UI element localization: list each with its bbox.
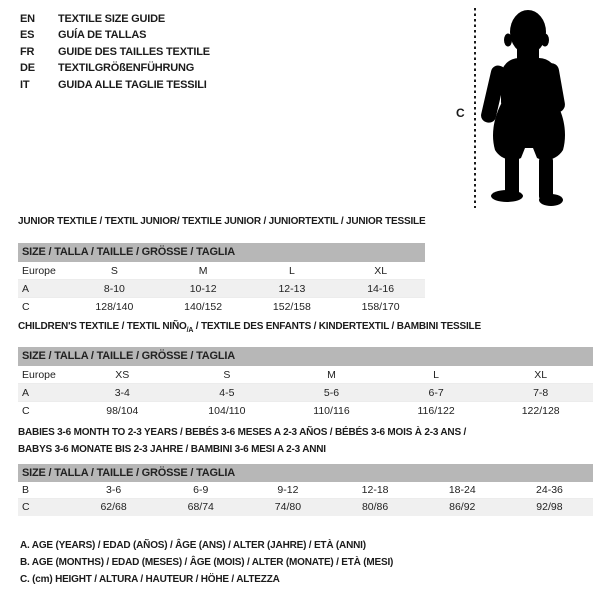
junior-table-title: JUNIOR TEXTILE / TEXTIL JUNIOR/ TEXTILE JUNIOR / JUNIORTEXTIL / JUNIOR TESSILE [18,216,426,227]
row-label: Europe [22,265,56,277]
table-cell: 4-5 [219,387,235,399]
table-cell: S [110,265,118,277]
row-label: C [22,301,30,313]
table-cell: 18-24 [448,484,476,496]
language-code: ES [20,29,35,42]
table-row [18,384,593,402]
table-cell: 5-6 [323,387,340,399]
table-row [18,482,593,499]
table-row [18,402,593,420]
guide-title: GUIDA ALLE TAGLIE TESSILI [58,78,207,91]
size-header-band: SIZE / TALLA / TAILLE / GRÖSSE / TAGLIA [18,243,425,262]
table-cell: 80/86 [361,501,389,513]
language-code: IT [20,78,30,91]
table-cell: 122/128 [521,405,560,417]
table-cell: 10-12 [189,283,217,295]
table-cell: 24-36 [536,484,563,496]
guide-title: GUIDE DES TAILLES TEXTILE [58,45,210,58]
table-row [18,280,425,298]
table-cell: 92/98 [536,501,563,513]
table-cell: 86/92 [449,501,476,513]
table-cell: 116/122 [417,405,455,417]
language-title-list [20,11,210,93]
measure-label-c: C [456,106,465,120]
table-cell: XS [115,369,130,381]
table-cell: 152/158 [272,301,311,313]
table-cell: 68/74 [187,501,214,513]
table-cell: 7-8 [533,387,549,399]
table-cell: 12-13 [278,283,306,295]
language-row [20,44,210,60]
babies-table-title [18,424,593,458]
row-label: C [22,501,30,513]
row-label: A [22,283,30,295]
language-row [20,27,210,43]
babies-size-table [18,424,593,516]
table-cell: 14-16 [367,283,395,295]
row-label: C [22,405,30,417]
junior-size-table [18,215,425,316]
table-cell: 104/110 [208,405,246,417]
height-measure-dashed-line [474,8,476,208]
table-row [18,499,593,516]
table-row [18,366,593,384]
table-cell: S [223,369,231,381]
title-subscript: /A [186,327,194,334]
table-row [18,298,425,316]
language-code: EN [20,13,35,25]
guide-title: TEXTILGRÖßENFÜHRUNG [58,62,195,75]
table-cell: M [198,265,208,277]
footnote-c: C. (cm) HEIGHT / ALTURA / HAUTEUR / HÖHE / ALTEZZA [20,574,280,586]
language-row [20,11,210,27]
table-cell: 62/68 [100,501,127,513]
table-cell: 9-12 [277,484,299,496]
title-text: / TEXTILE DES ENFANTS / KINDERTEXTIL / BAMBINI TESSILE [193,321,481,332]
table-cell: 140/152 [184,301,223,313]
table-cell: M [327,369,336,381]
guide-title: GUÍA DE TALLAS [58,29,147,42]
table-cell: 98/104 [106,405,139,417]
table-cell: 110/116 [313,405,350,417]
table-cell: 6-7 [428,387,444,399]
children-size-table [18,320,593,420]
row-label: B [22,484,30,496]
footnote-b: B. AGE (MONTHS) / EDAD (MESES) / ÂGE (MOIS) / ALTER (MONATE) / ETÀ (MESI) [20,557,394,569]
title-text: CHILDREN'S TEXTILE / TEXTIL NIÑO [18,321,187,332]
row-label: Europe [22,369,56,381]
footnote-a: A. AGE (YEARS) / EDAD (AÑOS) / ÂGE (ANS) / ALTER (JAHRE) / ETÀ (ANNI) [20,540,366,551]
table-cell: 158/170 [361,301,400,313]
children-table-title [18,320,593,337]
table-cell: L [288,265,295,277]
table-cell: 8-10 [103,283,125,295]
title-line: BABYS 3-6 MONATE BIS 2-3 JAHRE / BAMBINI 3-6 MESI A 2-3 ANNI [18,444,326,455]
table-cell: 12-18 [361,484,389,496]
table-cell: 128/140 [95,301,134,313]
language-row [20,77,210,93]
language-row [20,60,210,76]
footnote-list [20,537,393,589]
table-cell: XL [374,265,388,277]
guide-title: TEXTILE SIZE GUIDE [58,13,166,25]
size-header-band: SIZE / TALLA / TAILLE / GRÖSSE / TAGLIA [18,347,593,366]
table-cell: 6-9 [193,484,209,496]
title-line: BABIES 3-6 MONTH TO 2-3 YEARS / BEBÉS 3-6 MESES A 2-3 AÑOS / BÉBÉS 3-6 MOIS À 2-3 ANS / [18,427,467,438]
row-label: A [22,387,30,399]
size-header-band: SIZE / TALLA / TAILLE / GRÖSSE / TAGLIA [18,464,593,482]
language-code: DE [20,62,35,75]
table-cell: L [433,369,439,381]
language-code: FR [20,45,35,58]
table-cell: XL [534,369,548,381]
baby-silhouette-icon [481,8,591,210]
table-cell: 3-4 [114,387,130,399]
table-cell: 74/80 [274,501,302,513]
table-row [18,262,425,280]
table-cell: 3-6 [105,484,122,496]
